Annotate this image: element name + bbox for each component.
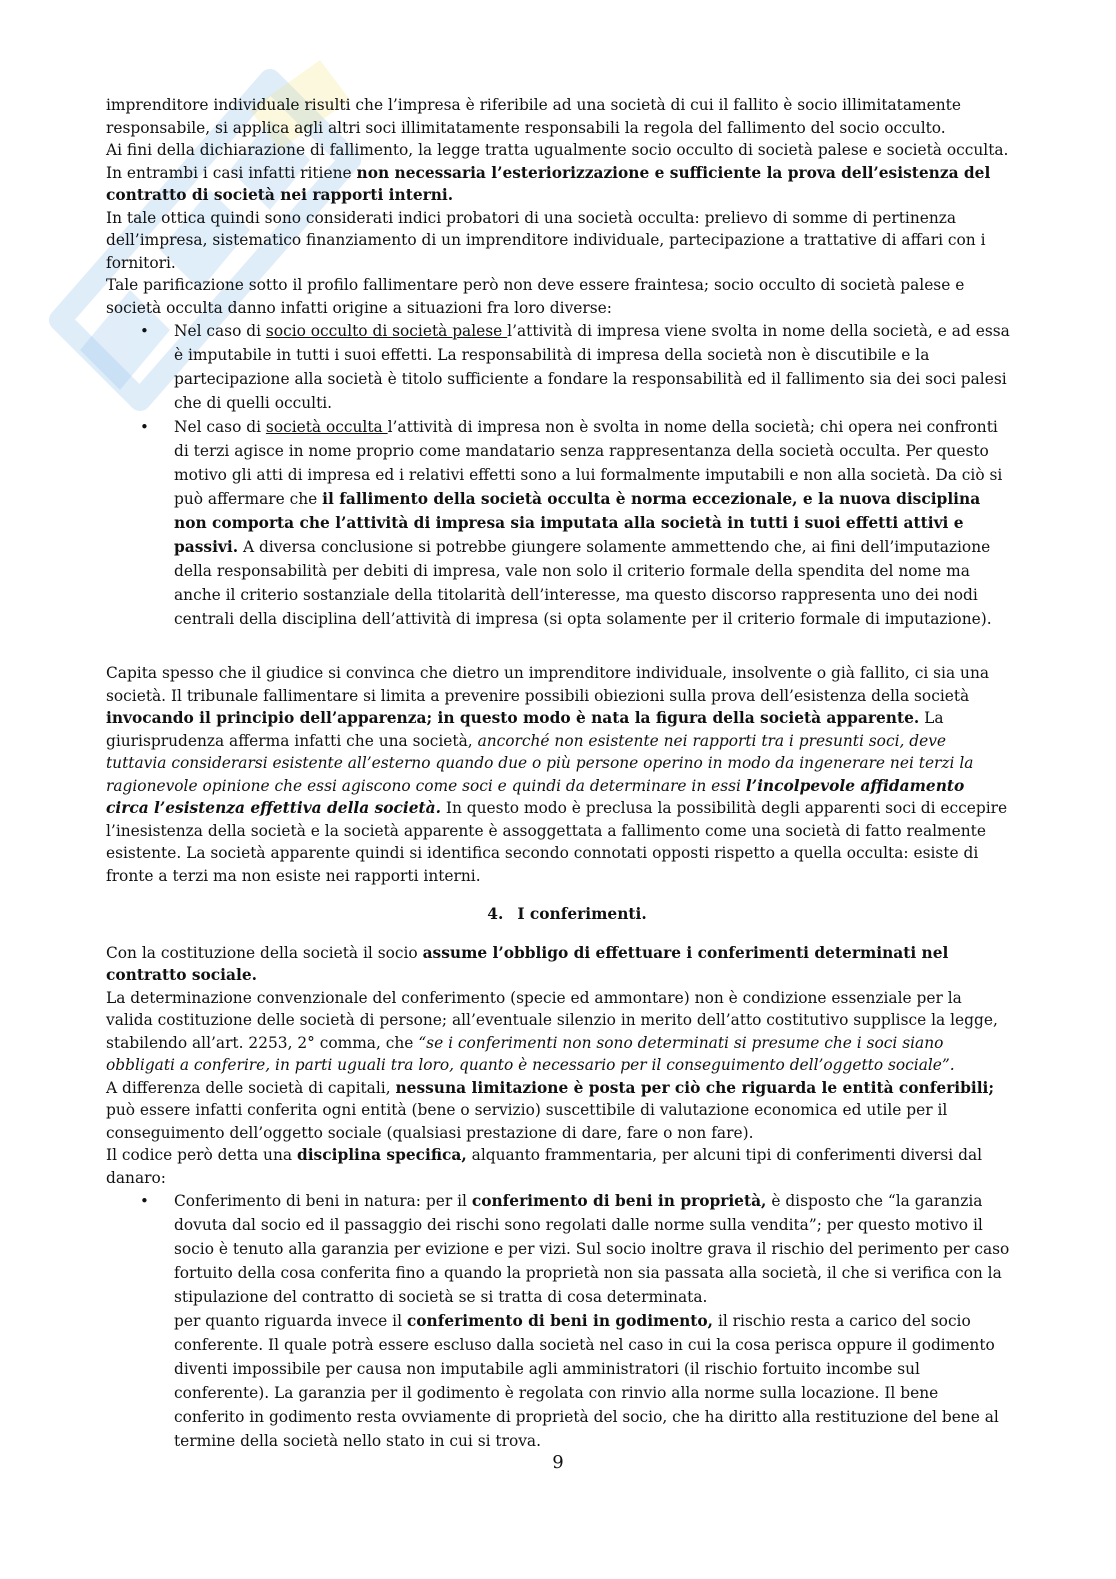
- paragraph-parificazione: Tale parificazione sotto il profilo fallimentare però non deve essere fraintesa; socio occulto di società palese e società occulta danno infatti origine a situazioni fra loro diverse:: [106, 276, 965, 317]
- paragraph-indici: In tale ottica quindi sono considerati indici probatori di una società occulta: prelievo di somme di pertinenza dell’impresa, sistematico finanziamento di un imprenditore individuale, partecipazione a trattative di affari con i fornitori.: [106, 208, 986, 272]
- text: La determinazione convenzionale del conferimento (specie ed ammontare) non è condizione essenziale per la valida costituzione delle società di persone; all’eventuale silenzio in merito dell’atto costitutivo supplisce la legge, stabilendo all’art. 2253, 2° comma, che: [106, 988, 998, 1052]
- section-title: I conferimenti.: [517, 905, 647, 923]
- text: può essere infatti conferita ogni entità (bene o servizio) suscettibile di valutazione economica ed utile per il conseguimento dell’oggetto sociale (qualsiasi prestazione di dare, fare o non fare).: [106, 1101, 948, 1142]
- bold-text: invocando il principio dell’apparenza; in questo modo è nata la figura della società apparente.: [106, 709, 920, 727]
- page-number: 9: [552, 1452, 564, 1473]
- bullet-text: Nel caso di: [174, 418, 266, 436]
- paragraph-intro: imprenditore individuale risulti che l’impresa è riferibile ad una società di cui il fallito è socio illimitatamente responsabile, si applica agli altri soci illimitatamente responsabili la regola del fallimento del socio occulto.: [106, 96, 961, 137]
- bullet-bold: il fallimento della società occulta è norma eccezionale, e la nuova disciplina non comporta che l’attività di impresa sia imputata alla società in tutti i suoi effetti attivi e passivi.: [174, 490, 981, 556]
- paragraph-codice: [106, 1144, 1010, 1189]
- bold-text: assume l’obbligo di effettuare i conferimenti determinati nel contratto sociale.: [106, 943, 949, 984]
- bullet-text: è disposto che “la garanzia dovuta dal socio ed il passaggio dei rischi sono regolati dalle norme sulla vendita”; per questo motivo il socio è tenuto alla garanzia per evizione e per vizi. Sul socio inoltre grava il rischio del perimento per caso fortuito della cosa conferita fino a quando la proprietà non sia passata alla società, il che si verifica con la stipulazione del contratto di società se si tratta di cosa determinata.: [174, 1192, 1010, 1306]
- bold-text: conferimento di beni in godimento,: [406, 1312, 714, 1330]
- list-item: [106, 1189, 1010, 1309]
- paragraph-fallimento-text: Ai fini della dichiarazione di fallimento, la legge tratta ugualmente socio occulto di società palese e società occulta. In entrambi i casi infatti ritiene: [106, 141, 1009, 182]
- bullet-text: A diversa conclusione si potrebbe giungere solamente ammettendo che, ai fini dell’imputazione della responsabilità per debiti di impresa, vale non solo il criterio formale della spendita del nome ma anche il criterio sostanziale della titolarità dell’interesse, ma questo discorso rappresenta uno dei nodi centrali della disciplina dell’attività di impresa (si opta solamente per il criterio formale di imputazione).: [174, 538, 992, 628]
- bullet-underline: socio occulto di società palese: [265, 322, 508, 340]
- bullet-text: Nel caso di: [174, 322, 266, 340]
- text: per quanto riguarda invece il: [174, 1312, 407, 1330]
- text: Capita spesso che il giudice si convinca che dietro un imprenditore individuale, insolvente o già fallito, ci sia una società. Il tribunale fallimentare si limita a prevenire possibili obiezioni sulla prova dell’esistenza della società: [106, 664, 990, 705]
- italic-quote: “se i conferimenti non sono determinati si presume che i soci siano obbligati a conferire, in parti uguali tra loro, quanto è necessario per il conseguimento dell’oggetto sociale”.: [106, 1033, 955, 1074]
- bullet-text: l’attività di impresa non è svolta in nome della società; chi opera nei confronti di terzi agisce in nome proprio come mandatario senza rappresentanza della società occulta. Per questo motivo gli atti di impresa ed i relativi effetti sono a lui formalmente imputabili e non alla società. Da ciò si può affermare che: [174, 418, 1003, 508]
- list-item: [106, 415, 1010, 631]
- paragraph-determinazione: [106, 987, 1010, 1077]
- text: alquanto frammentaria, per alcuni tipi di conferimenti diversi dal danaro:: [106, 1146, 983, 1187]
- text: Il codice però detta una: [106, 1146, 297, 1164]
- text: A differenza delle società di capitali,: [106, 1078, 396, 1097]
- list-item: [106, 319, 1010, 415]
- bold-text: nessuna limitazione è posta per ciò che riguarda le entità conferibili;: [395, 1078, 995, 1097]
- paragraph-godimento: [106, 1309, 1010, 1453]
- section-heading: [106, 903, 1010, 926]
- paragraph-fallimento-bold: non necessaria l’esteriorizzazione e sufficiente la prova dell’esistenza del contratto di società nei rapporti interni.: [106, 163, 991, 204]
- bullet-text: l’attività di impresa viene svolta in nome della società, e ad essa è imputabile in tutti i suoi effetti. La responsabilità di impresa della società non è discutibile e la partecipazione alla società è titolo sufficiente a fondare la responsabilità ed il fallimento sia dei soci palesi che di quelli occulti.: [174, 322, 1010, 412]
- bullet-text: Conferimento di beni in natura: per il: [174, 1192, 472, 1210]
- document-body: [106, 94, 1010, 1453]
- paragraph-fallimento: [106, 139, 1010, 207]
- bullet-underline: società occulta: [265, 418, 388, 436]
- text: In questo modo è preclusa la possibilità degli apparenti soci di eccepire l’inesistenza della società e la società apparente è assoggettata a fallimento come una società di fatto realmente esistente. La società apparente quindi si identifica secondo connotati opposti rispetto a quella occulta: esiste di fronte a terzi ma non esiste nei rapporti interni.: [106, 799, 1008, 885]
- paragraph-differenza: [106, 1077, 1010, 1145]
- text: il rischio resta a carico del socio conferente. Il quale potrà essere escluso dalla società nel caso in cui la cosa perisca oppure il godimento diventi impossibile per causa non imputabile agli amministratori (il rischio fortuito incombe sul conferente). La garanzia per il godimento è regolata con rinvio alla norme sulla locazione. Il bene conferito in godimento resta ovviamente di proprietà del socio, che ha diritto alla restituzione del bene al termine della società nello stato in cui si trova.: [174, 1312, 999, 1450]
- text: La giurisprudenza afferma infatti che una società,: [106, 709, 944, 750]
- paragraph-obbligo: [106, 942, 1010, 987]
- italic-text: ancorché non esistente nei rapporti tra i presunti soci, deve tuttavia considerarsi esistente all’esterno quando due o più persone operino in modo da ingenerare nei terzi la ragionevole opinione che essi agiscono come soci e quindi da determinare in essi: [106, 731, 974, 795]
- bold-italic-text: l’incolpevole affidamento circa l’esistenza effettiva della società.: [106, 776, 965, 817]
- bold-text: disciplina specifica,: [296, 1146, 467, 1164]
- bullet-list-socio-occulto: [106, 319, 1010, 631]
- bullet-list-conferimenti: [106, 1189, 1010, 1309]
- text: Con la costituzione della società il socio: [106, 943, 423, 962]
- bullet-bold: conferimento di beni in proprietà,: [471, 1192, 767, 1210]
- paragraph-societa-apparente: [106, 662, 1010, 887]
- section-number: 4.: [487, 905, 504, 923]
